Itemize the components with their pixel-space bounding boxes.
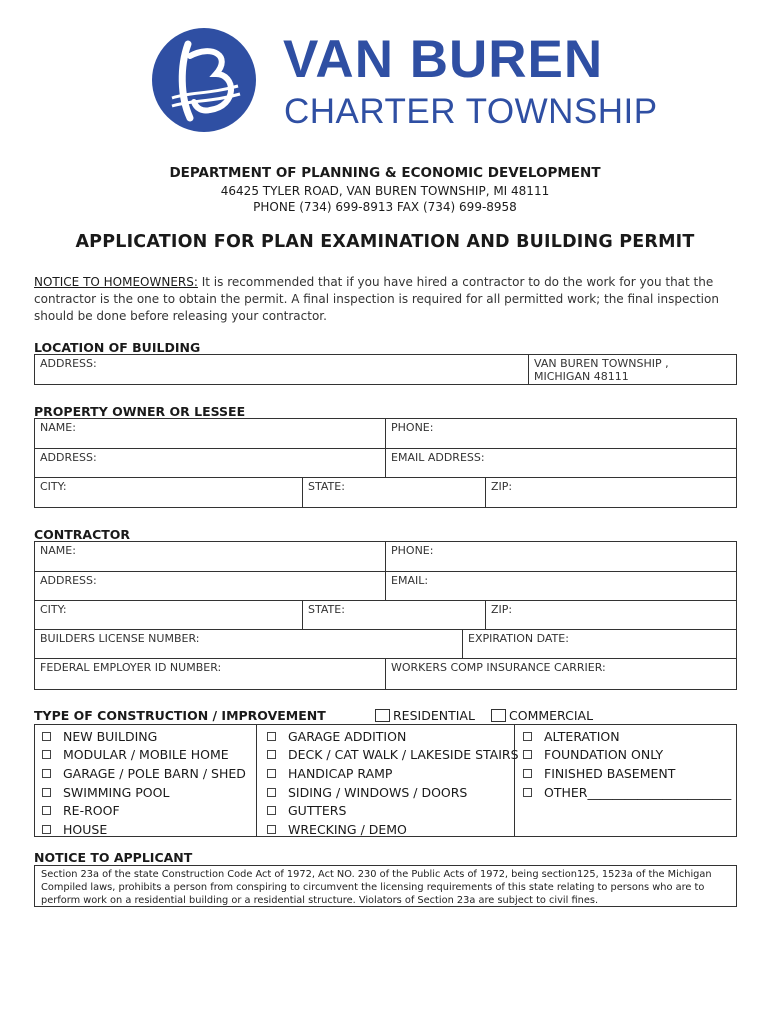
construction-option[interactable] [523,727,731,746]
construction-option-label: RE-ROOF [63,803,120,819]
owner-name-field[interactable] [35,419,386,449]
construction-column-3 [523,727,731,801]
checkbox[interactable] [523,750,532,759]
notice-applicant-text: Section 23a of the state Construction Code Act of 1972, Act NO. 230 of the Public Acts of 1972, being section125, 1523a of the Michigan Compiled laws, prohibits a person from conspiring to circumvent the licensing requirements of this state relating to persons who are to perform work on a residential building or a residential structure. Violators of Section 23a are subject to civil fines. [41,869,712,906]
owner-city-field[interactable] [35,478,303,507]
construction-option[interactable] [42,764,246,783]
owner-state-label: STATE: [308,480,345,493]
checkbox[interactable] [523,788,532,797]
notice-homeowners-text: It is recommended that if you have hired a contractor to do the work for you that the contractor is the one to obtain the permit. A final inspection is required for all permitted work; the final inspection should be done before releasing your contractor. [34,275,719,323]
contractor-address-label: ADDRESS: [40,574,97,587]
construction-option[interactable] [523,783,731,802]
location-grid [34,354,737,385]
construction-option-label: FINISHED BASEMENT [544,765,676,781]
owner-email-field[interactable] [386,449,736,478]
notice-applicant-box [34,865,737,907]
construction-option-label: HOUSE [63,821,108,837]
contractor-state-field[interactable] [303,601,486,630]
residential-checkbox[interactable] [375,708,475,723]
contractor-section-title: CONTRACTOR [34,527,131,542]
location-address-field[interactable] [35,355,529,384]
contractor-city-label: CITY: [40,603,67,616]
logo-subtitle: CHARTER TOWNSHIP [284,92,658,131]
contractor-workers-comp-field[interactable] [386,659,736,689]
contractor-phone-label: PHONE: [391,544,434,557]
township-line-2: MICHIGAN 48111 [534,370,629,383]
contractor-license-field[interactable] [35,630,463,659]
construction-option[interactable] [267,801,519,820]
checkbox[interactable] [267,732,276,741]
construction-option[interactable] [42,727,246,746]
location-township-cell [529,355,736,384]
township-logo [150,26,658,141]
owner-name-label: NAME: [40,421,76,434]
checkbox[interactable] [523,769,532,778]
construction-option[interactable] [42,783,246,802]
contractor-workers-comp-label: WORKERS COMP INSURANCE CARRIER: [391,661,606,674]
logo-title: VAN BUREN [283,30,604,89]
checkbox[interactable] [42,750,51,759]
construction-option-label: ALTERATION [544,728,620,744]
contractor-state-label: STATE: [308,603,345,616]
owner-address-field[interactable] [35,449,386,478]
checkbox[interactable] [267,788,276,797]
owner-grid [34,418,737,508]
construction-option[interactable] [523,764,731,783]
construction-option[interactable] [267,783,519,802]
owner-email-label: EMAIL ADDRESS: [391,451,485,464]
construction-option-label: GARAGE ADDITION [288,728,407,744]
construction-option[interactable] [267,746,519,765]
township-logo-mark [150,26,258,134]
owner-city-label: CITY: [40,480,67,493]
construction-option-label: FOUNDATION ONLY [544,747,664,763]
construction-option[interactable] [42,801,246,820]
owner-phone-field[interactable] [386,419,736,449]
contractor-fein-field[interactable] [35,659,386,689]
checkbox[interactable] [42,825,51,834]
construction-option-label: GUTTERS [288,803,347,819]
contractor-city-field[interactable] [35,601,303,630]
checkbox[interactable] [267,769,276,778]
checkbox[interactable] [42,806,51,815]
construction-option-label: OTHER_______________________ [544,784,732,800]
checkbox[interactable] [42,769,51,778]
contractor-name-field[interactable] [35,542,386,572]
contractor-fein-label: FEDERAL EMPLOYER ID NUMBER: [40,661,222,674]
contractor-license-label: BUILDERS LICENSE NUMBER: [40,632,200,645]
contractor-email-label: EMAIL: [391,574,429,587]
owner-phone-label: PHONE: [391,421,434,434]
contractor-grid [34,541,737,690]
department-address: 46425 TYLER ROAD, VAN BUREN TOWNSHIP, MI 48111 [220,184,550,198]
contractor-email-field[interactable] [386,572,736,601]
checkbox[interactable] [42,732,51,741]
form-title: APPLICATION FOR PLAN EXAMINATION AND BUILDING PERMIT [75,232,695,252]
contractor-expiration-label: EXPIRATION DATE: [468,632,569,645]
construction-option-label: SWIMMING POOL [63,784,170,800]
department-name: DEPARTMENT OF PLANNING & ECONOMIC DEVELOPMENT [169,165,601,181]
construction-section-title: TYPE OF CONSTRUCTION / IMPROVEMENT [34,708,326,723]
construction-option[interactable] [267,727,519,746]
construction-option-label: HANDICAP RAMP [288,765,393,781]
owner-section-title: PROPERTY OWNER OR LESSEE [34,404,246,419]
owner-zip-field[interactable] [486,478,736,507]
column-divider [256,725,257,836]
owner-zip-label: ZIP: [491,480,513,493]
residential-box[interactable] [375,709,390,722]
construction-options-grid [34,724,737,837]
construction-option-label: SIDING / WINDOWS / DOORS [288,784,468,800]
construction-option[interactable] [523,746,731,765]
construction-option-label: WRECKING / DEMO [288,821,407,837]
checkbox[interactable] [42,788,51,797]
checkbox[interactable] [267,806,276,815]
checkbox[interactable] [267,825,276,834]
department-phone-fax: PHONE (734) 699-8913 FAX (734) 699-8958 [253,200,517,214]
owner-state-field[interactable] [303,478,486,507]
checkbox[interactable] [267,750,276,759]
contractor-name-label: NAME: [40,544,76,557]
construction-option-label: NEW BUILDING [63,728,158,744]
construction-option[interactable] [42,746,246,765]
notice-to-homeowners [34,274,739,325]
construction-option[interactable] [267,820,519,839]
checkbox[interactable] [523,732,532,741]
construction-column-1 [42,727,246,839]
construction-option[interactable] [42,820,246,839]
owner-address-label: ADDRESS: [40,451,97,464]
location-address-label: ADDRESS: [40,357,97,370]
contractor-expiration-field[interactable] [463,630,736,659]
contractor-address-field[interactable] [35,572,386,601]
notice-applicant-title: NOTICE TO APPLICANT [34,850,193,865]
construction-option-label: GARAGE / POLE BARN / SHED [63,765,246,781]
construction-column-2 [267,727,519,839]
construction-option-label: DECK / CAT WALK / LAKESIDE STAIRS [288,747,519,763]
location-section-title: LOCATION OF BUILDING [34,340,201,355]
construction-option-label: MODULAR / MOBILE HOME [63,747,229,763]
contractor-zip-field[interactable] [486,601,736,630]
commercial-checkbox[interactable] [491,708,593,723]
notice-homeowners-label: NOTICE TO HOMEOWNERS: [34,275,198,289]
contractor-phone-field[interactable] [386,542,736,572]
township-line-1: VAN BUREN TOWNSHIP , [534,357,669,370]
residential-label: RESIDENTIAL [393,708,475,723]
commercial-label: COMMERCIAL [509,708,594,723]
commercial-box[interactable] [491,709,506,722]
contractor-zip-label: ZIP: [491,603,513,616]
construction-option[interactable] [267,764,519,783]
